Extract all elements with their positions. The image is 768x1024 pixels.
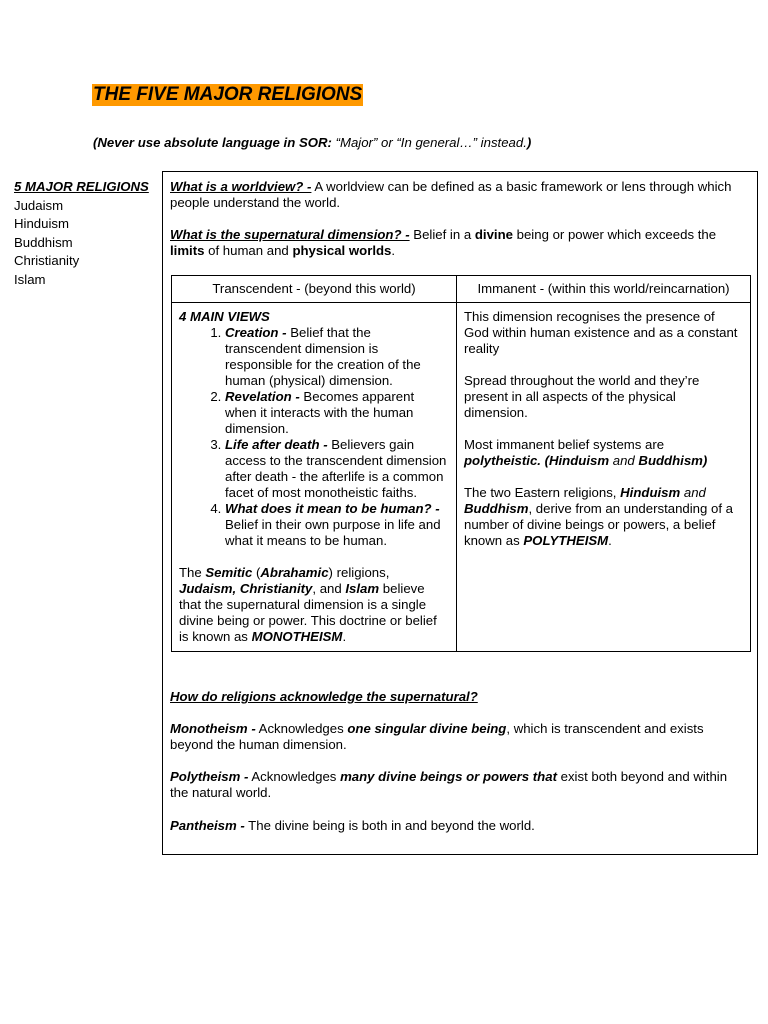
dimensions-table (171, 275, 751, 652)
acknowledge-question: How do religions acknowledge the supernatural? (170, 689, 478, 704)
list-item: 4. What does it mean to be human? - Belief in their own purpose in life and what it means to be human. (225, 501, 449, 549)
sor-note: (Never use absolute language in SOR: “Major” or “In general…” instead.) (93, 135, 532, 150)
immanent-header: Immanent - (within this world/reincarnation) (457, 276, 751, 303)
religions-list (14, 178, 159, 289)
immanent-paragraph-4: The two Eastern religions, Hinduism and Buddhism, derive from an understanding of a number of divine beings or powers, a belief known as POLYTHEISM. (464, 485, 734, 548)
polytheism-paragraph: Polytheism - Acknowledges many divine beings or powers that exist both beyond and within the natural world. (170, 769, 728, 800)
page-title: THE FIVE MAJOR RELIGIONS (93, 84, 363, 105)
semitic-paragraph: The Semitic (Abrahamic) religions, Judaism, Christianity, and Islam believe that the supernatural dimension is a single divine being or power. This doctrine or belief is known as MONOTHEISM. (179, 565, 437, 644)
list-item: Buddhism (14, 234, 73, 250)
list-item: 3. Life after death - Believers gain access to the transcendent dimension after death - the afterlife is a common facet of most monotheistic faiths. (225, 437, 449, 501)
list-item: 1. Creation - Belief that the transcendent dimension is responsible for the creation of the human (physical) dimension. (225, 325, 449, 389)
list-item: 2. Revelation - Becomes apparent when it interacts with the human dimension. (225, 389, 449, 437)
worldview-paragraph: What is a worldview? - A worldview can be defined as a basic framework or lens through which people understand the world. (170, 179, 732, 210)
monotheism-paragraph: Monotheism - Acknowledges one singular divine being, which is transcendent and exists beyond the human dimension. (170, 721, 704, 752)
immanent-paragraph-2: Spread throughout the world and they’re present in all aspects of the physical dimension. (464, 373, 700, 420)
immanent-paragraph-3: Most immanent belief systems are polytheistic. (Hinduism and Buddhism) (464, 437, 708, 468)
list-item: Hinduism (14, 216, 69, 231)
transcendent-header: Transcendent - (beyond this world) (172, 276, 457, 303)
notes-box (162, 171, 758, 855)
transcendent-cell (172, 303, 457, 652)
main-views-list (179, 325, 449, 549)
supernatural-paragraph: What is the supernatural dimension? - Belief in a divine being or power which exceeds the limits of human and physical worlds. (170, 227, 717, 258)
immanent-paragraph-1: This dimension recognises the presence of God within human existence and as a constant reality (464, 309, 738, 356)
pantheism-paragraph: Pantheism - The divine being is both in and beyond the world. (170, 818, 535, 833)
list-item: Christianity (14, 253, 80, 268)
immanent-cell (457, 303, 751, 652)
religions-list-heading: 5 MAJOR RELIGIONS (14, 179, 149, 194)
main-views-heading: 4 MAIN VIEWS (179, 309, 270, 324)
list-item: Islam (14, 271, 46, 287)
list-item: Judaism (14, 197, 64, 213)
